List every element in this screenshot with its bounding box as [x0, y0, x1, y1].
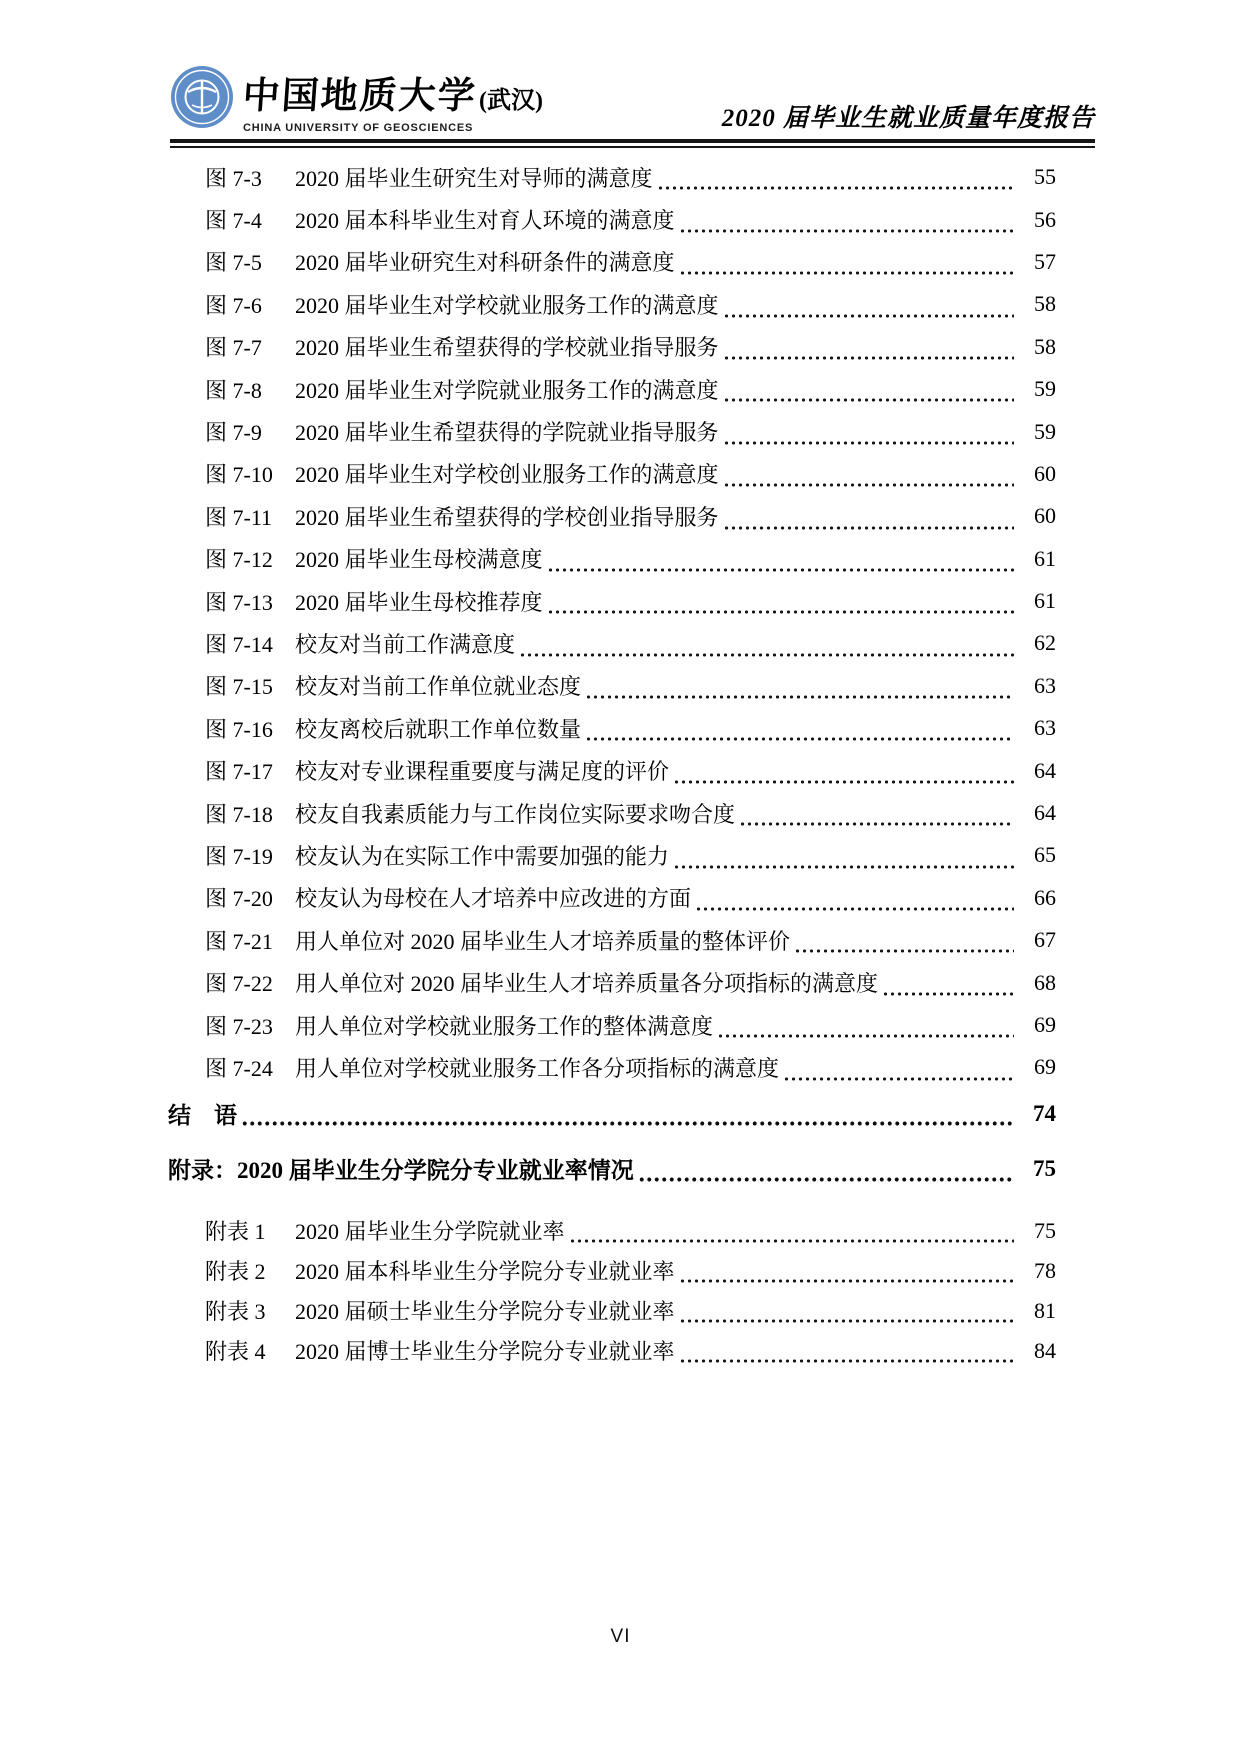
- toc-entry-title: 2020 届本科毕业生分学院分专业就业率: [295, 1259, 675, 1285]
- toc-entry-label: 图 7-4: [205, 208, 262, 234]
- toc-entry-page: 62: [1034, 630, 1056, 656]
- toc-entry-label: 附表 1: [205, 1219, 266, 1245]
- dot-leader: [679, 229, 1014, 233]
- dot-leader: [723, 526, 1014, 530]
- toc-entry-page: 61: [1034, 545, 1056, 571]
- dot-leader: [794, 949, 1014, 953]
- dot-leader: [673, 780, 1014, 784]
- toc-entry-page: 65: [1034, 842, 1056, 868]
- toc-figure-entry: [168, 368, 1056, 410]
- toc-entry-label: 图 7-18: [205, 801, 273, 827]
- toc-entry-page: 75: [1033, 1155, 1056, 1181]
- university-name-block: [243, 65, 543, 134]
- dot-leader: [569, 1239, 1014, 1243]
- dot-leader: [723, 314, 1014, 318]
- toc-entry-title: 校友自我素质能力与工作岗位实际要求吻合度: [295, 801, 736, 827]
- toc-entry-title: 2020 届毕业生母校满意度: [295, 547, 543, 573]
- toc-figure-entry: [168, 707, 1056, 749]
- dot-leader: [657, 186, 1014, 190]
- toc-entry-title: 校友对当前工作满意度: [295, 631, 516, 657]
- toc-entry-title: 2020 届毕业生希望获得的学校就业指导服务: [295, 335, 719, 361]
- toc-entry-title: 结 语: [168, 1103, 237, 1129]
- toc-figure-entry: [168, 749, 1056, 791]
- toc-entry-title: 校友认为在实际工作中需要加强的能力: [295, 843, 670, 869]
- dot-leader: [723, 356, 1014, 360]
- toc-entry-page: 58: [1034, 333, 1056, 359]
- figure-entries: [168, 156, 1056, 1089]
- toc-entry-title: 2020 届毕业生希望获得的学校创业指导服务: [295, 504, 719, 530]
- toc-figure-entry: [168, 538, 1056, 580]
- university-name-zh-line: [243, 65, 543, 119]
- dot-leader: [241, 1121, 1014, 1126]
- toc-figure-entry: [168, 919, 1056, 961]
- toc-entry-label: 图 7-12: [205, 547, 273, 573]
- toc-entry-page: 61: [1034, 588, 1056, 614]
- dot-leader: [679, 271, 1014, 275]
- toc-entry-page: 60: [1034, 503, 1056, 529]
- dot-leader: [723, 483, 1014, 487]
- toc-entry-label: 图 7-20: [205, 886, 273, 912]
- toc-entry-label: 图 7-5: [205, 250, 262, 276]
- toc-entry-label: 图 7-23: [205, 1013, 273, 1039]
- toc-entry-title: 2020 届本科毕业生对育人环境的满意度: [295, 208, 675, 234]
- dot-leader: [723, 441, 1014, 445]
- toc-entry-label: 图 7-16: [205, 716, 273, 742]
- toc-entry-label: 图 7-10: [205, 462, 273, 488]
- university-name-zh: 中国地质大学: [241, 76, 479, 117]
- toc-entry-label: 图 7-15: [205, 674, 273, 700]
- toc-entry-label: 附表 3: [205, 1299, 266, 1325]
- toc-figure-entry: [168, 283, 1056, 325]
- toc-entry-label: 图 7-6: [205, 292, 262, 318]
- toc-figure-entry: [168, 1046, 1056, 1088]
- toc-entry-title: 校友对当前工作单位就业态度: [295, 674, 582, 700]
- toc-entry-label: 附表 2: [205, 1259, 266, 1285]
- toc-entry-title: 用人单位对学校就业服务工作各分项指标的满意度: [295, 1055, 780, 1081]
- dot-leader: [723, 398, 1014, 402]
- toc-entry-page: 57: [1034, 248, 1056, 274]
- toc-entry-page: 67: [1034, 927, 1056, 953]
- toc-figure-entry: [168, 326, 1056, 368]
- toc-entry-page: 63: [1034, 672, 1056, 698]
- toc-entry-page: 74: [1033, 1100, 1056, 1126]
- toc-entry-title: 2020 届硕士毕业生分学院分专业就业率: [295, 1299, 675, 1325]
- toc-figure-entry: [168, 792, 1056, 834]
- university-name-en: CHINA UNIVERSITY OF GEOSCIENCES: [243, 122, 474, 134]
- toc-entry-title: 2020 届毕业生分学院就业率: [295, 1219, 565, 1245]
- toc-entry-title: 校友对专业课程重要度与满足度的评价: [295, 759, 670, 785]
- toc-entry-label: 图 7-7: [205, 335, 262, 361]
- toc-figure-entry: [168, 961, 1056, 1003]
- toc-entry-page: 75: [1034, 1217, 1056, 1243]
- toc-entry-page: 69: [1034, 1012, 1056, 1037]
- toc-entry-label: 图 7-13: [205, 589, 273, 615]
- toc-entry-page: 63: [1034, 715, 1056, 741]
- toc-entry-title: 2020 届毕业研究生对科研条件的满意度: [295, 250, 675, 276]
- toc-entry-label: 图 7-9: [205, 420, 262, 446]
- toc-entry-title: 2020 届毕业生母校推荐度: [295, 589, 543, 615]
- dot-leader: [673, 865, 1014, 869]
- dot-leader: [739, 822, 1014, 826]
- toc-entry-label: 图 7-3: [205, 165, 262, 191]
- dot-leader: [585, 737, 1014, 741]
- toc-entry-label: 图 7-14: [205, 631, 273, 657]
- toc-figure-entry: [168, 241, 1056, 283]
- toc-entry-title: 校友离校后就职工作单位数量: [295, 716, 582, 742]
- page-number: VI: [610, 1626, 631, 1647]
- dot-leader: [547, 610, 1014, 614]
- toc-figure-entry: [168, 665, 1056, 707]
- toc-entry-title: 校友认为母校在人才培养中应改进的方面: [295, 886, 692, 912]
- toc-figure-entry: [168, 495, 1056, 537]
- toc-table-entry: [168, 1331, 1056, 1371]
- toc-entry-page: 64: [1034, 800, 1056, 826]
- table-of-contents: [168, 156, 1056, 1371]
- dot-leader: [547, 568, 1014, 572]
- toc-figure-entry: [168, 834, 1056, 876]
- page-header: [170, 50, 1095, 138]
- toc-figure-entry: [168, 580, 1056, 622]
- header-divider: [170, 139, 1095, 148]
- toc-entry-page: 81: [1034, 1297, 1056, 1323]
- dot-leader: [679, 1359, 1014, 1363]
- toc-figure-entry: [168, 156, 1056, 198]
- toc-entry-label: 图 7-11: [205, 504, 273, 530]
- toc-entry-page: 59: [1034, 418, 1056, 444]
- dot-leader: [519, 653, 1014, 657]
- toc-entry-title: 2020 届毕业生对学校创业服务工作的满意度: [295, 462, 719, 488]
- university-logo-icon: [170, 65, 234, 129]
- toc-entry-label: 图 7-22: [205, 971, 273, 997]
- toc-figure-entry: [168, 1004, 1056, 1046]
- toc-entry-title: 2020 届博士毕业生分学院分专业就业率: [295, 1339, 675, 1365]
- toc-appendix-heading: [168, 1149, 1056, 1189]
- toc-entry-page: 60: [1034, 460, 1056, 486]
- toc-conclusion-entry: [168, 1095, 1056, 1133]
- toc-table-entry: [168, 1211, 1056, 1251]
- toc-entry-title: 2020 届毕业生希望获得的学院就业指导服务: [295, 420, 719, 446]
- toc-entry-label: 图 7-8: [205, 377, 262, 403]
- page-footer: [0, 1626, 1241, 1648]
- toc-entry-label: 附表 4: [205, 1339, 266, 1365]
- dot-leader: [585, 695, 1014, 699]
- toc-entry-label: 图 7-17: [205, 759, 273, 785]
- toc-entry-title: 2020 届毕业生对学校就业服务工作的满意度: [295, 292, 719, 318]
- toc-figure-entry: [168, 410, 1056, 452]
- toc-entry-page: 56: [1034, 206, 1056, 232]
- toc-entry-page: 55: [1034, 164, 1056, 190]
- toc-entry-title: 2020 届毕业生研究生对导师的满意度: [295, 165, 653, 191]
- toc-entry-page: 58: [1034, 291, 1056, 317]
- dot-leader: [695, 907, 1014, 911]
- dot-leader: [882, 992, 1014, 996]
- toc-figure-entry: [168, 622, 1056, 664]
- toc-entry-label: 图 7-21: [205, 928, 273, 954]
- university-brand: [170, 65, 543, 134]
- appendix-table-entries: [168, 1211, 1056, 1371]
- toc-entry-label: 图 7-19: [205, 843, 273, 869]
- toc-entry-page: 68: [1034, 969, 1056, 995]
- toc-entry-title: 附录：2020 届毕业生分学院分专业就业率情况: [168, 1158, 634, 1184]
- toc-entry-page: 64: [1034, 757, 1056, 783]
- toc-entry-label: 图 7-24: [205, 1055, 273, 1081]
- dot-leader: [717, 1034, 1014, 1038]
- toc-entry-page: 66: [1034, 884, 1056, 910]
- toc-entry-page: 59: [1034, 376, 1056, 402]
- dot-leader: [638, 1177, 1014, 1182]
- toc-figure-entry: [168, 877, 1056, 919]
- report-title: 2020 届毕业生就业质量年度报告: [721, 105, 1095, 132]
- toc-table-entry: [168, 1291, 1056, 1331]
- toc-entry-title: 用人单位对 2020 届毕业生人才培养质量各分项指标的满意度: [295, 971, 879, 997]
- university-name-suffix: (武汉): [479, 88, 543, 114]
- toc-entry-title: 用人单位对学校就业服务工作的整体满意度: [295, 1013, 714, 1039]
- toc-entry-page: 69: [1034, 1054, 1056, 1080]
- dot-leader: [679, 1279, 1014, 1283]
- toc-entry-title: 用人单位对 2020 届毕业生人才培养质量的整体评价: [295, 928, 791, 954]
- toc-entry-page: 84: [1034, 1337, 1056, 1363]
- toc-figure-entry: [168, 453, 1056, 495]
- toc-figure-entry: [168, 198, 1056, 240]
- toc-entry-title: 2020 届毕业生对学院就业服务工作的满意度: [295, 377, 719, 403]
- toc-entry-page: 78: [1034, 1257, 1056, 1283]
- dot-leader: [783, 1077, 1014, 1081]
- toc-table-entry: [168, 1251, 1056, 1291]
- dot-leader: [679, 1319, 1014, 1323]
